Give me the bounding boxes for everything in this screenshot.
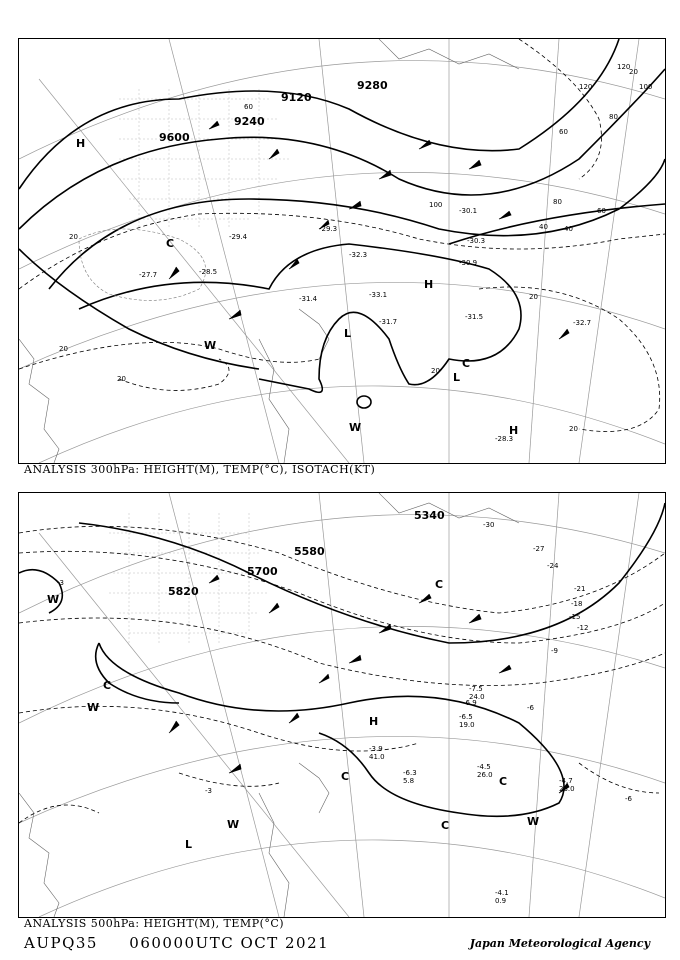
- map-500hpa: [18, 492, 666, 918]
- station-value: -30.3: [467, 237, 486, 245]
- isotach-label: 60: [559, 128, 568, 136]
- station-value: -31.4: [299, 295, 318, 303]
- center-cold-label: C: [462, 357, 471, 370]
- station-value: -28.5: [199, 268, 218, 276]
- center-cold-label: C: [341, 770, 350, 783]
- isotach-label: 100: [429, 201, 443, 209]
- isotach-label: 20: [431, 367, 440, 375]
- station-value: -6.9: [463, 699, 477, 707]
- station-value: -33.1: [369, 291, 388, 299]
- map-300hpa: [18, 38, 666, 464]
- isotherm-label: -9: [551, 647, 558, 655]
- center-low-label: L: [185, 838, 193, 851]
- isotherm-label: -30: [483, 521, 495, 529]
- station-value: -31.5: [465, 313, 484, 321]
- isotach-label: 20: [59, 345, 68, 353]
- isotach-label: 20: [117, 375, 126, 383]
- height-label-5820: 5820: [168, 585, 199, 598]
- isotherm-label: -3: [57, 579, 64, 587]
- latlon-grid-300: [19, 39, 665, 463]
- center-warm-label: W: [87, 701, 100, 714]
- isotherm-label: -24: [547, 562, 559, 570]
- center-high-label: H: [509, 424, 519, 437]
- isotherm-label: -6: [527, 704, 534, 712]
- chart-500-caption: ANALYSIS 500hPa: HEIGHT(M), TEMP(°C): [24, 917, 285, 930]
- station-value: 26.0: [477, 771, 493, 779]
- height-label-9240: 9240: [234, 115, 265, 128]
- center-warm-label: W: [349, 421, 362, 434]
- isotherm-label: -6: [625, 795, 632, 803]
- isotach-label: 100: [639, 83, 653, 91]
- isotach-label: 20: [529, 293, 538, 301]
- isotherm-label: -12: [577, 624, 589, 632]
- isotherm-label: -21: [574, 585, 586, 593]
- center-warm-label: W: [204, 339, 217, 352]
- station-value: -4.1: [495, 889, 509, 897]
- center-low-label: L: [344, 327, 352, 340]
- height-contours-300: [19, 39, 665, 408]
- isotach-label: 60: [597, 207, 606, 215]
- center-cold-label: C: [499, 775, 508, 788]
- isotach-label: 120: [579, 83, 593, 91]
- map-500hpa-canvas: [19, 493, 665, 917]
- center-low-label: L: [453, 371, 461, 384]
- center-warm-label: W: [527, 815, 540, 828]
- chart-code-and-time: [24, 934, 329, 952]
- station-value: -32.7: [573, 319, 592, 327]
- center-high-label: H: [76, 137, 86, 150]
- station-value: 41.0: [369, 753, 385, 761]
- station-value: -4.7: [559, 777, 573, 785]
- isotach-label: 20: [629, 68, 638, 76]
- station-value: 19.0: [459, 721, 475, 729]
- height-label-5700: 5700: [247, 565, 278, 578]
- isotachs-300: [19, 39, 665, 432]
- station-value: -6.3: [403, 769, 417, 777]
- isotach-label: 80: [609, 113, 618, 121]
- station-value: -4.5: [477, 763, 491, 771]
- center-warm-label: W: [227, 818, 240, 831]
- isotach-label: 40: [564, 225, 573, 233]
- station-value: -31.7: [379, 318, 398, 326]
- agency-name: Japan Meteorological Agency: [469, 937, 650, 950]
- center-high-label: H: [369, 715, 379, 728]
- isotherm-label: -3: [205, 787, 212, 795]
- isotherm-label: -15: [569, 613, 581, 621]
- station-value: 5.8: [403, 777, 415, 785]
- isotach-label: 20: [569, 425, 578, 433]
- chart-300-caption: ANALYSIS 300hPa: HEIGHT(M), TEMP(°C), ISOTACH(KT): [24, 463, 376, 476]
- isotach-label: 80: [553, 198, 562, 206]
- station-value: -7.5: [469, 685, 483, 693]
- height-label-9280: 9280: [357, 79, 388, 92]
- isotach-label: 60: [244, 103, 253, 111]
- center-high-label: H: [424, 278, 434, 291]
- station-value: -30.1: [459, 207, 478, 215]
- dashed-grey-300: [79, 229, 206, 300]
- center-cold-label: C: [441, 819, 450, 832]
- station-value: -30.9: [459, 259, 478, 267]
- height-label-5580: 5580: [294, 545, 325, 558]
- center-cold-label: C: [435, 578, 444, 591]
- height-label-9600: 9600: [159, 131, 190, 144]
- map-300hpa-canvas: [19, 39, 665, 463]
- center-cold-label: C: [166, 237, 175, 250]
- height-label-5340: 5340: [414, 509, 445, 522]
- isotherm-label: -18: [571, 600, 583, 608]
- hatched-region-300: [119, 89, 289, 229]
- station-value: -3.9: [369, 745, 383, 753]
- station-value: -27.7: [139, 271, 158, 279]
- chart-code: AUPQ35: [24, 934, 98, 952]
- isotach-label: 20: [69, 233, 78, 241]
- coastline-300: [19, 39, 519, 463]
- station-value: 0.9: [495, 897, 507, 905]
- center-warm-label: W: [47, 593, 60, 606]
- isotach-label: 120: [617, 63, 631, 71]
- station-value: -28.3: [495, 435, 514, 443]
- isotach-label: 40: [539, 223, 548, 231]
- station-value: -6.5: [459, 713, 473, 721]
- station-value: 23.0: [559, 785, 575, 793]
- isotherm-label: -27: [533, 545, 545, 553]
- station-value: -32.3: [349, 251, 368, 259]
- center-cold-label: C: [103, 679, 112, 692]
- station-value: 24.0: [469, 693, 485, 701]
- height-label-9120: 9120: [281, 91, 312, 104]
- station-value: -29.4: [229, 233, 248, 241]
- valid-time: 060000UTC OCT 2021: [129, 934, 330, 952]
- station-value: -29.3: [319, 225, 338, 233]
